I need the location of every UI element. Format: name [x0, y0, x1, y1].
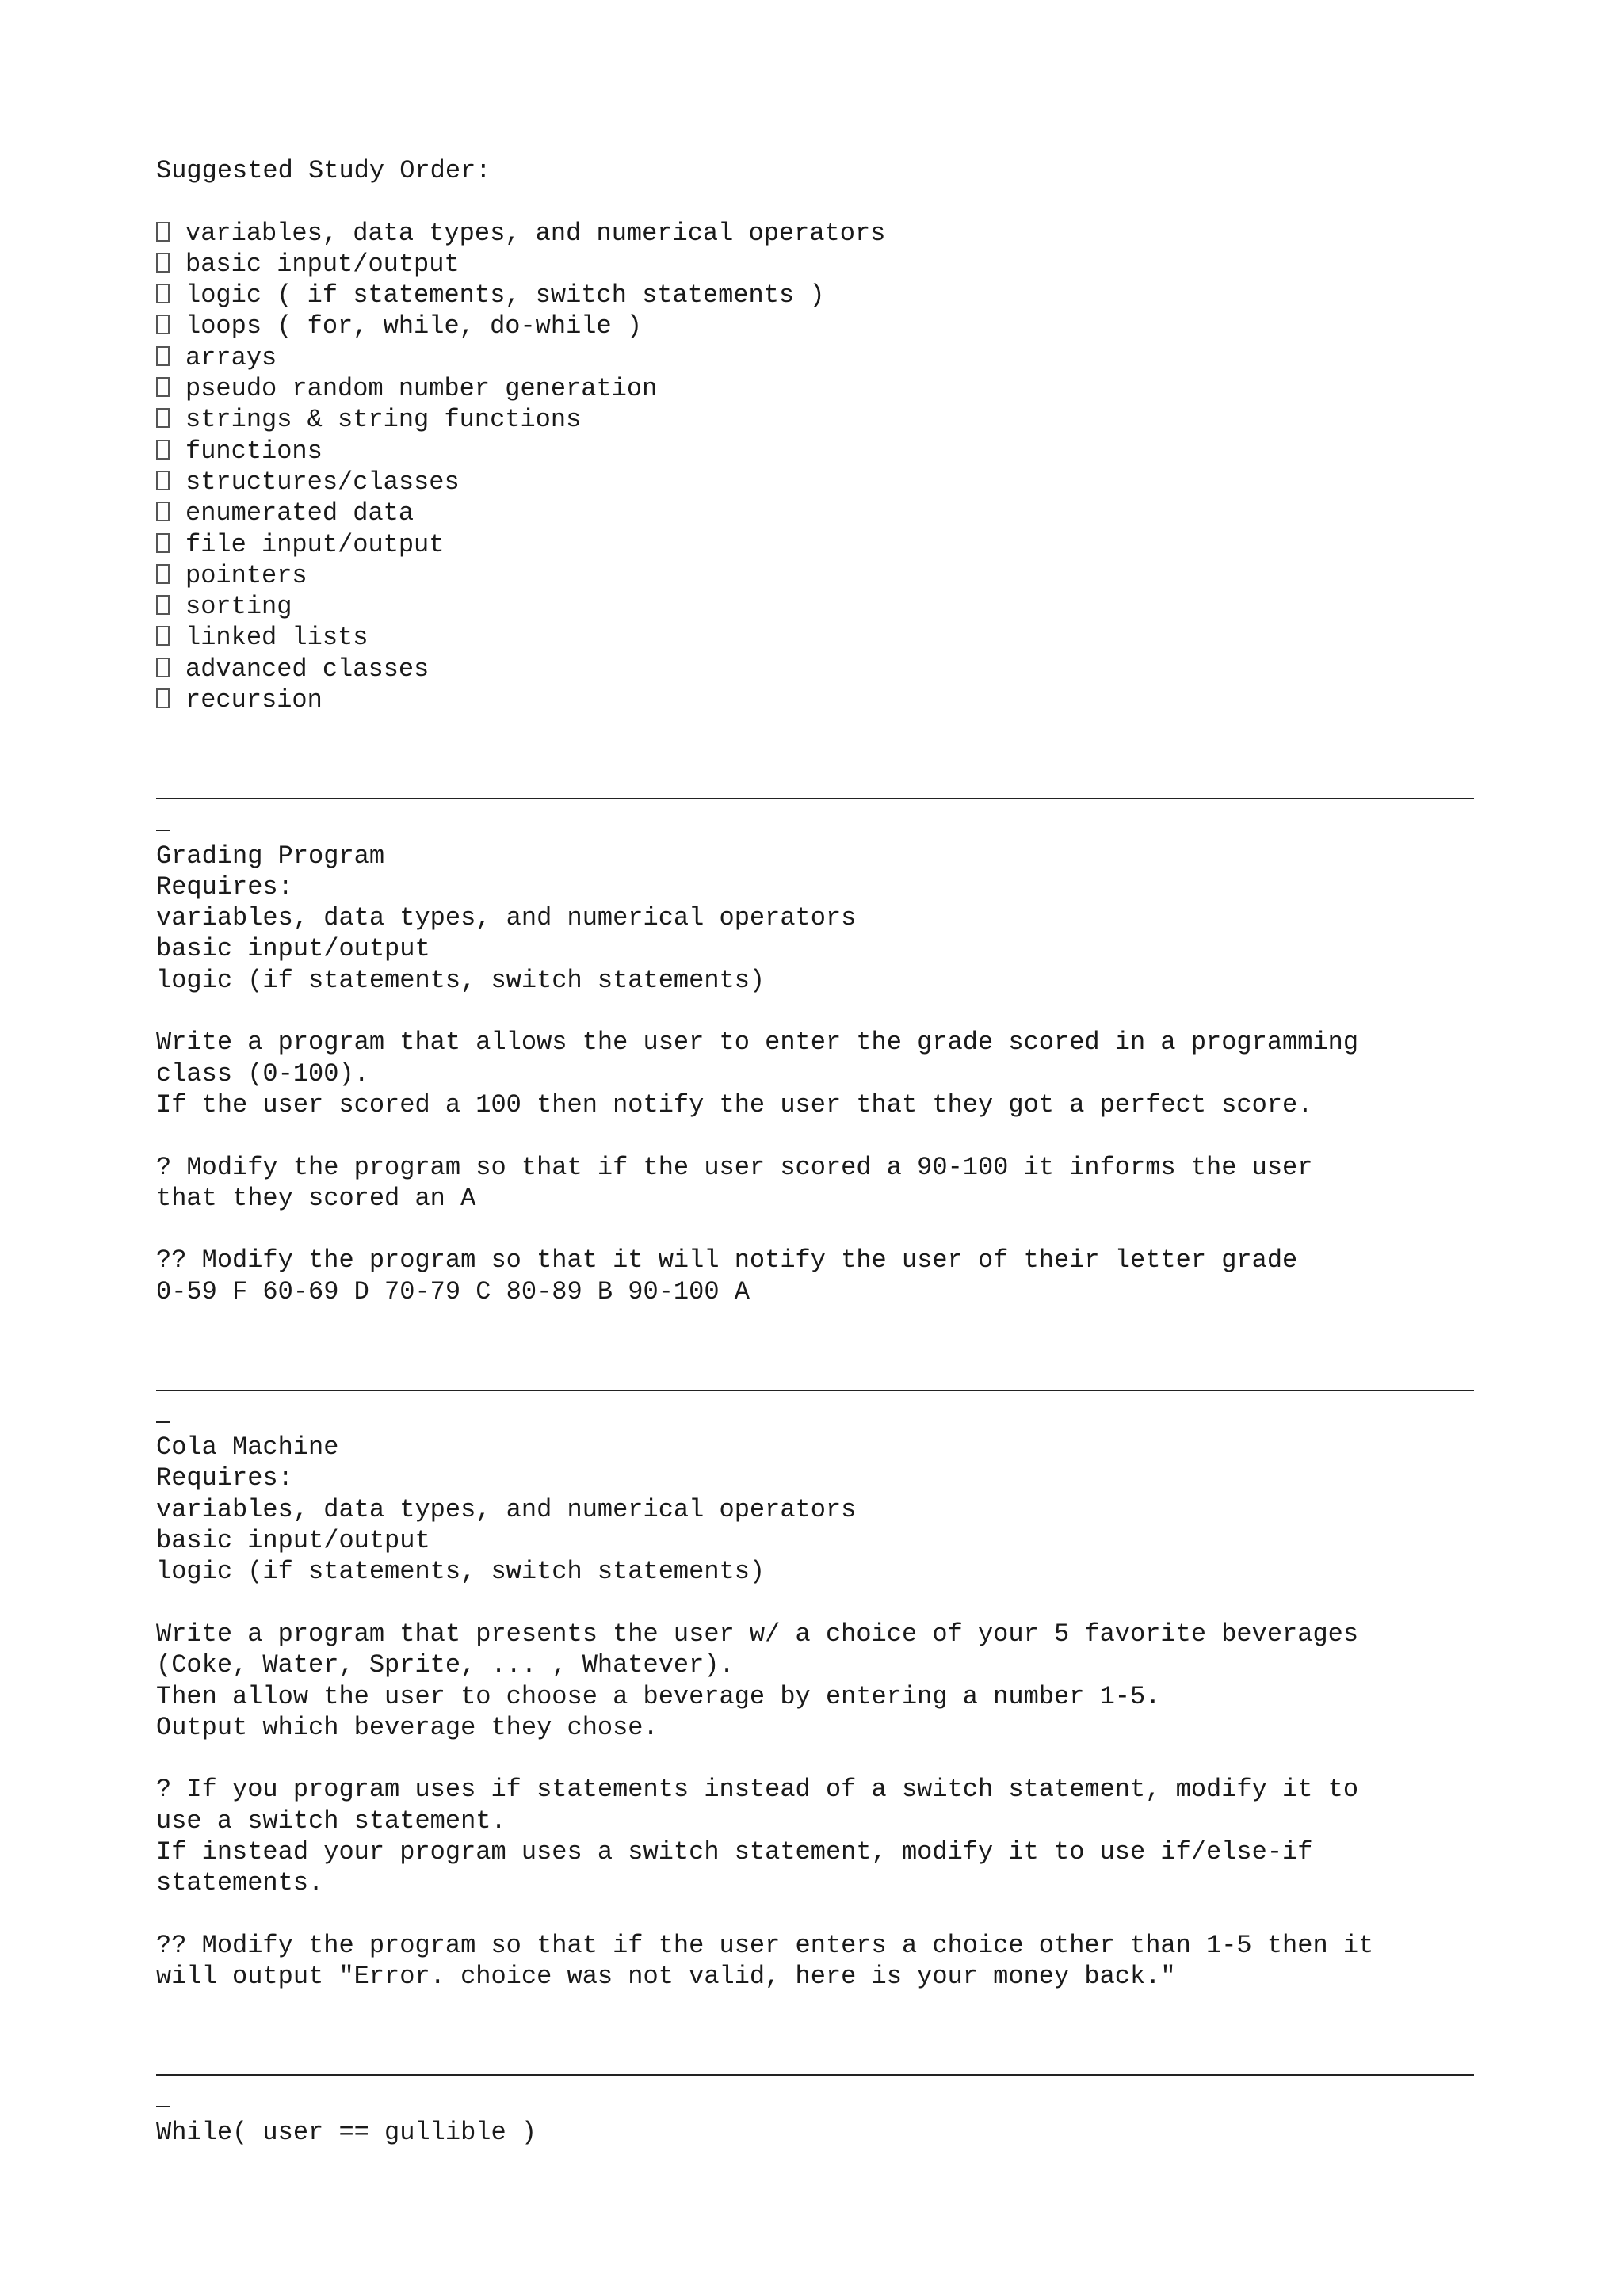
challenge-line: ? Modify the program so that if the user scored a 90-100 it informs the user [156, 1152, 1313, 1182]
section-title: Grading Program [156, 841, 385, 871]
list-item: pointers [156, 560, 1487, 591]
study-order-list [156, 218, 1487, 716]
list-item: pseudo random number generation [156, 373, 1487, 404]
challenge-line: ? If you program uses if statements instead of a switch statement, modify it to [156, 1775, 1359, 1805]
list-item: file input/output [156, 529, 1487, 560]
challenge-line: If instead your program uses a switch statement, modify it to use if/else-if [156, 1837, 1313, 1867]
list-item: functions [156, 436, 1487, 467]
checkbox-icon [156, 377, 170, 397]
document-page [156, 155, 1487, 2148]
description-line: If the user scored a 100 then notify the user that they got a perfect score. [156, 1089, 1313, 1119]
requirement-item: logic (if statements, switch statements) [156, 1557, 766, 1587]
checkbox-icon [156, 253, 170, 273]
list-item: linked lists [156, 622, 1487, 653]
requirement-item: variables, data types, and numerical operators [156, 1494, 857, 1524]
checkbox-icon [156, 595, 170, 615]
cola-machine-section [156, 1432, 1487, 1992]
list-item: loops ( for, while, do-while ) [156, 311, 1487, 341]
description-line: Write a program that allows the user to enter the grade scored in a programming [156, 1028, 1359, 1058]
description-line: Output which beverage they chose. [156, 1712, 659, 1742]
list-item: arrays [156, 342, 1487, 373]
list-item: enumerated data [156, 498, 1487, 528]
section-divider [156, 1370, 1487, 1432]
requires-label: Requires: [156, 1463, 293, 1493]
checkbox-icon [156, 284, 170, 303]
list-item: sorting [156, 591, 1487, 622]
section-divider [156, 778, 1487, 841]
requirement-item: basic input/output [156, 1526, 430, 1556]
checkbox-icon [156, 408, 170, 428]
checkbox-icon [156, 222, 170, 242]
challenge-line: ?? Modify the program so that if the user enters a choice other than 1-5 then it [156, 1930, 1374, 1960]
challenge-line: will output "Error. choice was not valid, here is your money back." [156, 1962, 1176, 1992]
checkbox-icon [156, 688, 170, 708]
study-order-title: Suggested Study Order: [156, 156, 491, 185]
list-item: strings & string functions [156, 404, 1487, 435]
list-item: advanced classes [156, 654, 1487, 685]
checkbox-icon [156, 564, 170, 584]
description-line: Then allow the user to choose a beverage by entering a number 1-5. [156, 1681, 1161, 1711]
requirement-item: logic (if statements, switch statements) [156, 965, 766, 995]
list-item: variables, data types, and numerical operators [156, 218, 1487, 249]
challenge-line: statements. [156, 1868, 324, 1898]
description-line: class (0-100). [156, 1058, 369, 1089]
checkbox-icon [156, 471, 170, 490]
checkbox-icon [156, 626, 170, 646]
description-line: (Coke, Water, Sprite, ... , Whatever). [156, 1650, 735, 1680]
requires-label: Requires: [156, 871, 293, 902]
requirement-item: basic input/output [156, 934, 430, 964]
challenge-line: that they scored an A [156, 1183, 476, 1213]
requirement-item: variables, data types, and numerical operators [156, 903, 857, 933]
section-title: Cola Machine [156, 1432, 339, 1463]
section-divider [156, 2054, 1487, 2117]
list-item: structures/classes [156, 467, 1487, 498]
description-line: Write a program that presents the user w/ a choice of your 5 favorite beverages [156, 1619, 1359, 1649]
checkbox-icon [156, 533, 170, 553]
challenge-line: ?? Modify the program so that it will notify the user of their letter grade [156, 1245, 1298, 1276]
section-title: While( user == gullible ) [156, 2117, 537, 2147]
checkbox-icon [156, 346, 170, 366]
checkbox-icon [156, 440, 170, 460]
list-item: recursion [156, 685, 1487, 715]
list-item: logic ( if statements, switch statements ) [156, 280, 1487, 311]
list-item: basic input/output [156, 249, 1487, 280]
challenge-line: use a switch statement. [156, 1806, 506, 1836]
checkbox-icon [156, 315, 170, 334]
grading-program-section [156, 841, 1487, 1307]
checkbox-icon [156, 502, 170, 521]
checkbox-icon [156, 658, 170, 677]
challenge-line: 0-59 F 60-69 D 70-79 C 80-89 B 90-100 A [156, 1276, 750, 1306]
